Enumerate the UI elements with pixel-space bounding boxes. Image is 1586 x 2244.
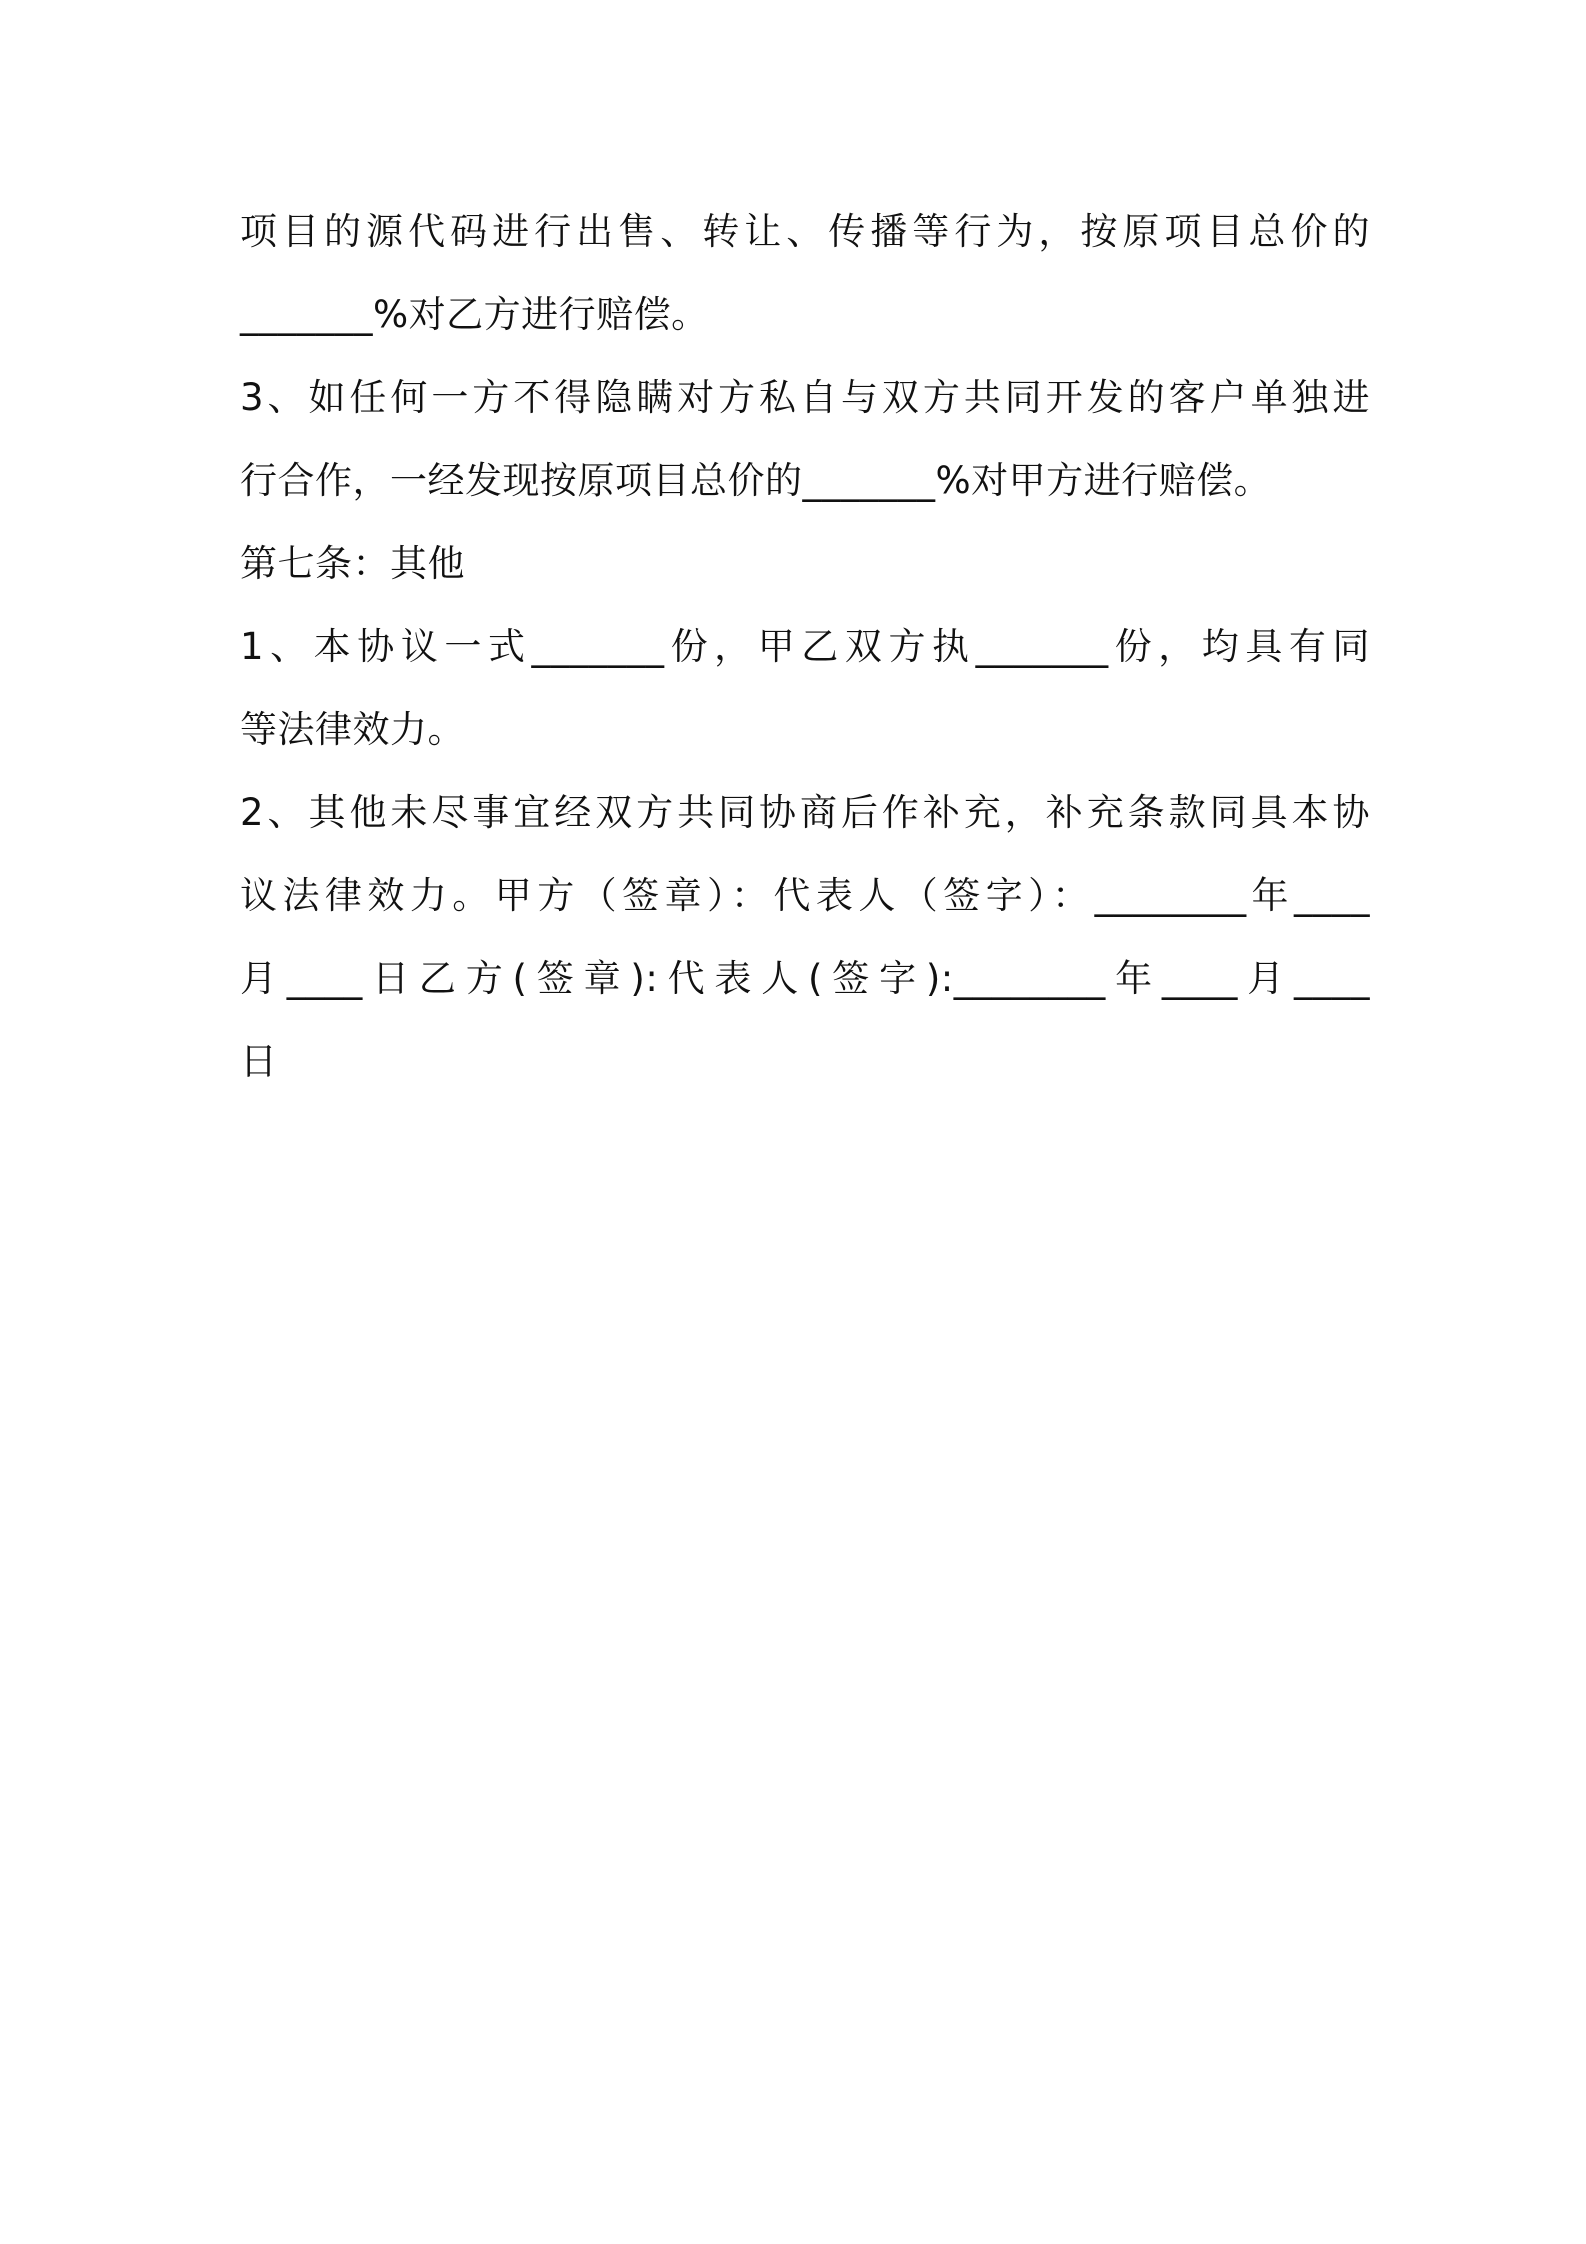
signature-line-party-b: 月____日乙方(签章):代表人(签字):________年____月____ [240, 957, 1370, 1000]
clause-6-3-text: 3、如任何一方不得隐瞒对方私自与双方共同开发的客户单独进 [240, 376, 1370, 419]
document-body [240, 190, 1370, 1103]
clause-6-2-text-end: _______%对乙方进行赔偿。 [240, 293, 709, 336]
clause-6-3-text-end: 行合作，一经发现按原项目总价的_______%对甲方进行赔偿。 [240, 459, 1272, 502]
clause-7-1-text-end: 等法律效力。 [240, 708, 465, 751]
clause-6-2-text-cont: 项目的源代码进行出售、转让、传播等行为，按原项目总价的 [240, 210, 1370, 253]
article-7-heading: 第七条：其他 [240, 542, 465, 585]
signature-line-party-a: 议法律效力。甲方（签章）：代表人（签字）：________年____ [240, 874, 1370, 917]
clause-7-2-text: 2、其他未尽事宜经双方共同协商后作补充，补充条款同具本协 [240, 791, 1370, 834]
signature-line-day: 日 [240, 1040, 278, 1083]
clause-7-1-text: 1、本协议一式_______份，甲乙双方执_______份，均具有同 [240, 625, 1370, 668]
